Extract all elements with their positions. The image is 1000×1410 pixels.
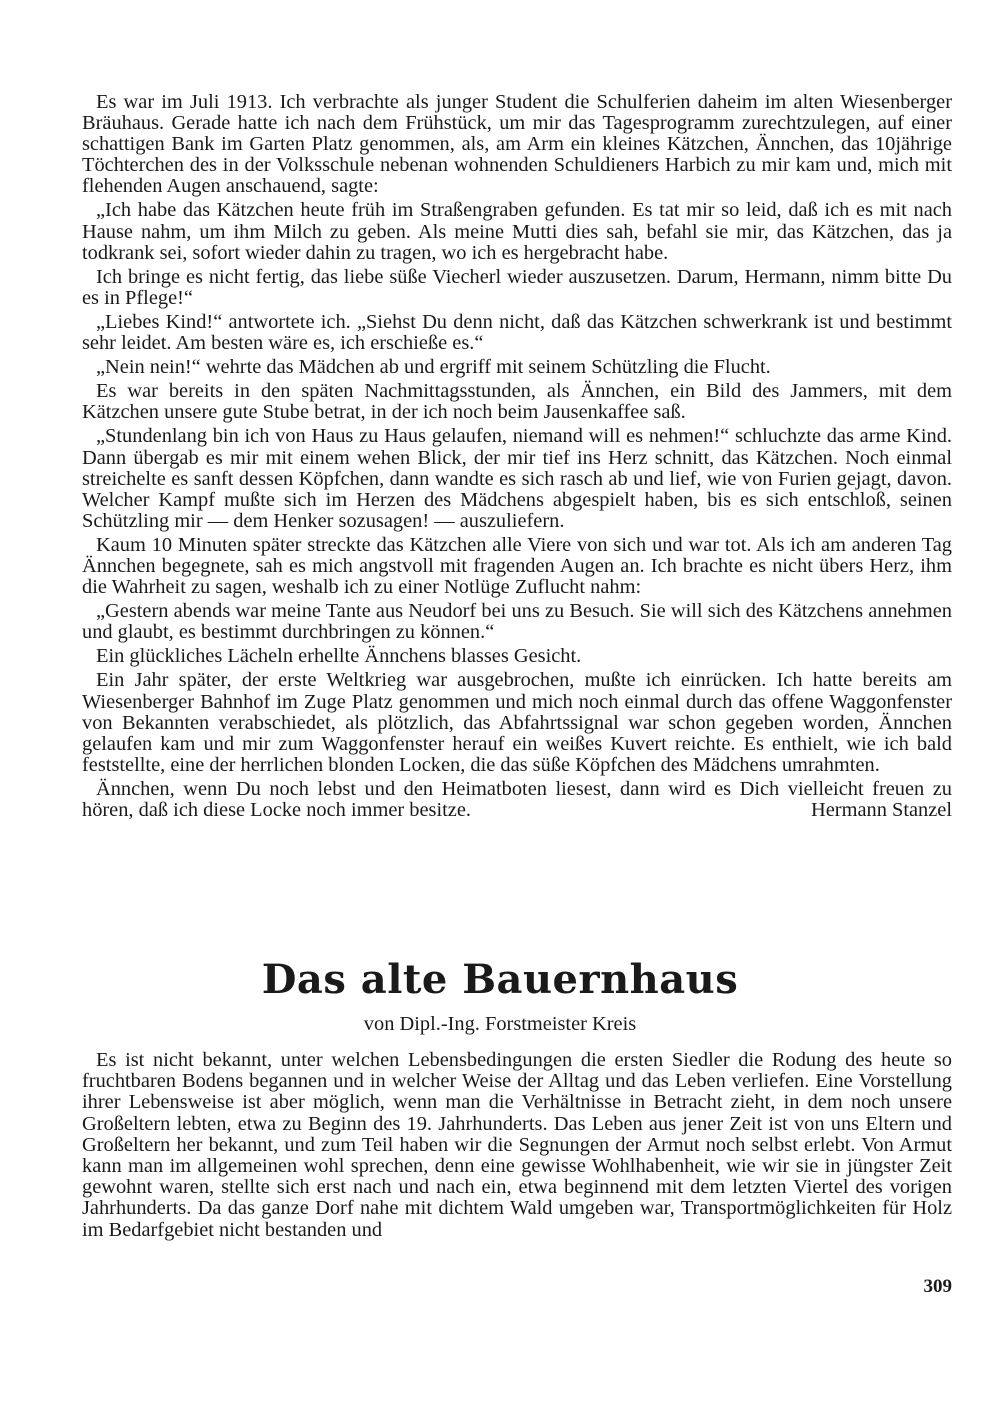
story-paragraph-8: Kaum 10 Minuten später streckte das Kätzchen alle Viere von sich und war tot. Als ich am anderen Tag Ännchen begegnete, sah es mich angstvoll mit fragenden Augen an. Ich brachte es nicht übers Herz, ihm die Wahrheit zu sagen, weshalb ich zu einer Notlüge Zuflucht nahm: <box>82 533 952 599</box>
article-byline: von Dipl.-Ing. Forstmeister Kreis <box>363 1013 637 1035</box>
story-paragraph-11: Ein Jahr später, der erste Weltkrieg war ausgebrochen, mußte ich einrücken. Ich hatte bereits am Wiesenberger Bahnhof im Zuge Platz genommen und mich noch einmal durch das offene Waggonfenster von Bekannten verabschiedet, als plötzlich, das Abfahrtssignal war schon gegeben worden, Ännchen gelaufen kam und mir zum Waggonfenster herauf ein weißes Kuvert reichte. Es enthielt, wie ich bald feststellte, eine der herrlichen blonden Locken, die das süße Köpfchen des Mädchens umrahmten. <box>82 669 952 776</box>
story-paragraph-7: „Stundenlang bin ich von Haus zu Haus gelaufen, niemand will es nehmen!“ schluchzte das arme Kind. Dann übergab es mir mit einem wehen Blick, der mir tief ins Herz schnitt, das Kätzchen. Noch einmal streichelte es sanft dessen Köpfchen, dann wandte es sich rasch ab und lief, wie von Furien gejagt, davon. Welcher Kampf mußte sich im Herzen des Mädchens abgespielt haben, bis es sich entschloß, seinen Schützling mir — dem Henker sozusagen! — auszuliefern. <box>82 425 952 532</box>
article-paragraph: Es ist nicht bekannt, unter welchen Lebensbedingungen die ersten Siedler die Rodung des heute so fruchtbaren Bodens begannen und in welcher Weise der Alltag und das Leben verliefen. Eine Vorstellung ihrer Lebensweise ist aber möglich, wenn man die Verhältnisse in Betracht zieht, in dem noch unsere Großeltern lebten, etwa zu Beginn des 19. Jahrhunderts. Das Leben aus jener Zeit ist von uns Eltern und Großeltern her bekannt, und zum Teil haben wir die Segnungen der Armut noch selbst erlebt. Von Armut kann man im allgemeinen wohl sprechen, denn eine gewisse Wohlhabenheit, wie wir sie in jüngster Zeit gewohnt waren, stellte sich erst nach und nach ein, etwa beginnend mit dem letzten Viertel des vorigen Jahrhunderts. Da das ganze Dorf nahe mit dichtem Wald umgeben war, Transportmöglichkeiten für Holz im Bedarfgebiet nicht bestanden und <box>82 1049 952 1241</box>
article-title: Das alte Bauernhaus <box>261 956 739 1003</box>
story-text <box>82 92 952 821</box>
story-paragraph-3: Ich bringe es nicht fertig, das liebe süße Viecherl wieder auszusetzen. Darum, Hermann, nimm bitte Du es in Pflege!“ <box>82 265 952 309</box>
story-paragraph-5: „Nein nein!“ wehrte das Mädchen ab und ergriff mit seinem Schützling die Flucht. <box>96 356 771 379</box>
story-paragraph-10: Ein glückliches Lächeln erhellte Ännchens blasses Gesicht. <box>96 645 582 668</box>
story-final-paragraph <box>82 779 952 821</box>
page-number: 309 <box>923 1276 952 1297</box>
story-paragraph-9: „Gestern abends war meine Tante aus Neudorf bei uns zu Besuch. Sie will sich des Kätzchens annehmen und glaubt, es bestimmt durchbringen zu können.“ <box>82 600 952 644</box>
article-text <box>82 1050 952 1241</box>
story-paragraph-4: „Liebes Kind!“ antwortete ich. „Siehst Du denn nicht, daß das Kätzchen schwerkrank ist und bestimmt sehr leidet. Am besten wäre es, ich erschieße es.“ <box>82 310 952 355</box>
story-paragraph-2: „Ich habe das Kätzchen heute früh im Straßengraben gefunden. Es tat mir so leid, daß ich es mit nach Hause nahm, um ihm Milch zu geben. Als meine Mutti dies sah, befahl sie mir, das Kätzchen, das ja todkrank sei, sofort wieder dahin zu tragen, wo ich es hergebracht habe. <box>82 199 952 264</box>
story-paragraph-1: Es war im Juli 1913. Ich verbrachte als junger Student die Schulferien daheim im alten Wiesenberger Bräuhaus. Gerade hatte ich nach dem Frühstück, um mir das Tagesprogramm zurechtzulegen, auf einer schattigen Bank im Garten Platz genommen, als, am Arm ein kleines Kätzchen, Ännchen, das 10jährige Töchterchen des in der Volksschule nebenan wohnenden Schuldieners Harbich zu mir kam und, mich mit flehenden Augen anschauend, sagte: <box>82 91 952 198</box>
story-paragraph-6: Es war bereits in den späten Nachmittagsstunden, als Ännchen, ein Bild des Jammers, mit dem Kätzchen unsere gute Stube betrat, in der ich noch beim Jausenkaffee saß. <box>82 380 952 424</box>
story-author: Hermann Stanzel <box>811 799 952 821</box>
story-final-text: Ännchen, wenn Du noch lebst und den Heimatboten liesest, dann wird es Dich vielleicht freuen zu hören, daß ich diese Locke noch immer besitze. <box>82 777 952 821</box>
